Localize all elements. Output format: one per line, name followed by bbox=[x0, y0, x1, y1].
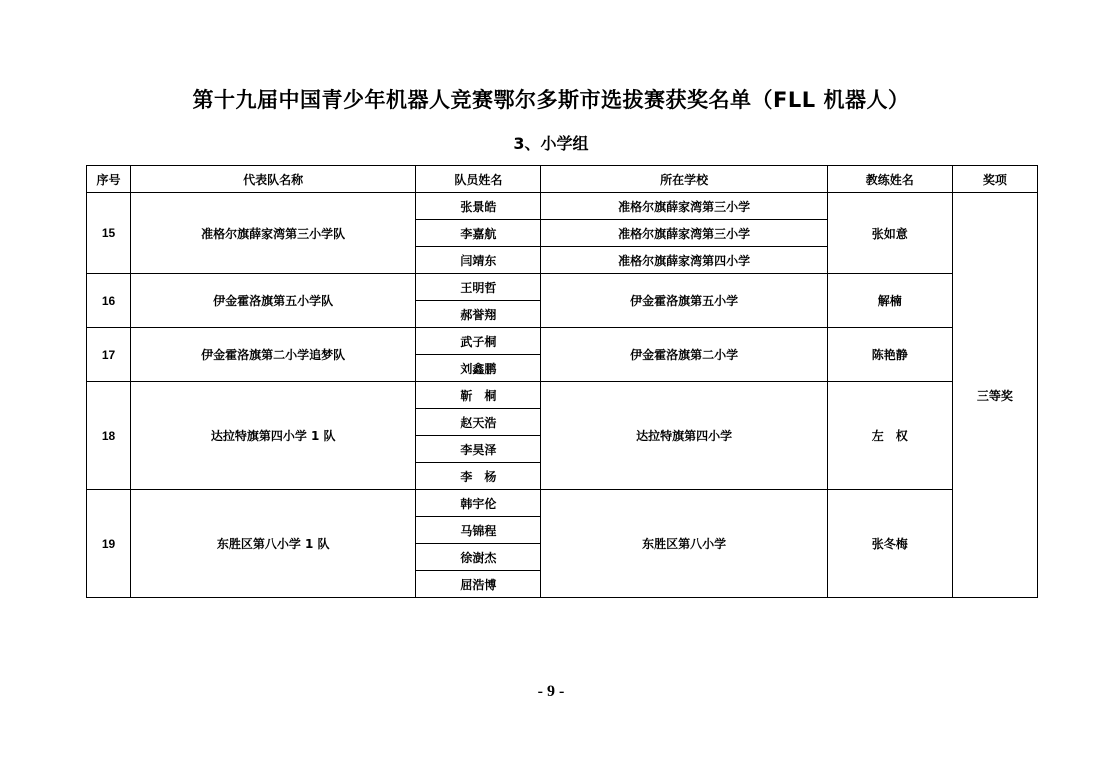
coach-name: 张冬梅 bbox=[827, 490, 952, 598]
school-name: 东胜区第八小学 bbox=[541, 490, 827, 598]
document-title: 第十九届中国青少年机器人竞赛鄂尔多斯市选拔赛获奖名单（FLL 机器人） bbox=[192, 88, 910, 112]
member-name: 李嘉航 bbox=[416, 220, 541, 247]
header-award: 奖项 bbox=[952, 166, 1037, 193]
team-number: 16 bbox=[87, 274, 131, 328]
coach-name: 解楠 bbox=[827, 274, 952, 328]
member-name: 闫靖东 bbox=[416, 247, 541, 274]
school-name: 伊金霍洛旗第五小学 bbox=[541, 274, 827, 328]
member-name: 王明哲 bbox=[416, 274, 541, 301]
table-row bbox=[87, 274, 1038, 301]
table-header-row bbox=[87, 166, 1038, 193]
member-name: 刘鑫鹏 bbox=[416, 355, 541, 382]
school-name: 准格尔旗薛家湾第四小学 bbox=[541, 247, 827, 274]
school-name: 准格尔旗薛家湾第三小学 bbox=[541, 220, 827, 247]
team-name: 伊金霍洛旗第二小学追梦队 bbox=[131, 328, 416, 382]
team-number: 18 bbox=[87, 382, 131, 490]
header-coach: 教练姓名 bbox=[827, 166, 952, 193]
team-number: 17 bbox=[87, 328, 131, 382]
team-number: 19 bbox=[87, 490, 131, 598]
member-name: 李 杨 bbox=[416, 463, 541, 490]
member-name: 郝誉翔 bbox=[416, 301, 541, 328]
member-name: 徐澍杰 bbox=[416, 544, 541, 571]
team-name: 伊金霍洛旗第五小学队 bbox=[131, 274, 416, 328]
team-name: 东胜区第八小学 1 队 bbox=[131, 490, 416, 598]
member-name: 赵天浩 bbox=[416, 409, 541, 436]
table-row bbox=[87, 193, 1038, 220]
school-name: 伊金霍洛旗第二小学 bbox=[541, 328, 827, 382]
member-name: 张景皓 bbox=[416, 193, 541, 220]
coach-name: 张如意 bbox=[827, 193, 952, 274]
table-row bbox=[87, 382, 1038, 409]
coach-name: 左 权 bbox=[827, 382, 952, 490]
section-subtitle: 3、小学组 bbox=[513, 134, 589, 153]
table-row bbox=[87, 328, 1038, 355]
member-name: 李昊泽 bbox=[416, 436, 541, 463]
header-team: 代表队名称 bbox=[131, 166, 416, 193]
member-name: 屈浩博 bbox=[416, 571, 541, 598]
team-number: 15 bbox=[87, 193, 131, 274]
header-school: 所在学校 bbox=[541, 166, 827, 193]
coach-name: 陈艳静 bbox=[827, 328, 952, 382]
award-level: 三等奖 bbox=[952, 193, 1037, 598]
header-member: 队员姓名 bbox=[416, 166, 541, 193]
school-name: 达拉特旗第四小学 bbox=[541, 382, 827, 490]
team-name: 达拉特旗第四小学 1 队 bbox=[131, 382, 416, 490]
awards-table bbox=[86, 165, 1038, 598]
table-row bbox=[87, 490, 1038, 517]
member-name: 马锦程 bbox=[416, 517, 541, 544]
member-name: 韩宇伦 bbox=[416, 490, 541, 517]
member-name: 靳 桐 bbox=[416, 382, 541, 409]
school-name: 准格尔旗薛家湾第三小学 bbox=[541, 193, 827, 220]
header-no: 序号 bbox=[87, 166, 131, 193]
member-name: 武子桐 bbox=[416, 328, 541, 355]
team-name: 准格尔旗薛家湾第三小学队 bbox=[131, 193, 416, 274]
page-number: - 9 - bbox=[537, 683, 565, 700]
